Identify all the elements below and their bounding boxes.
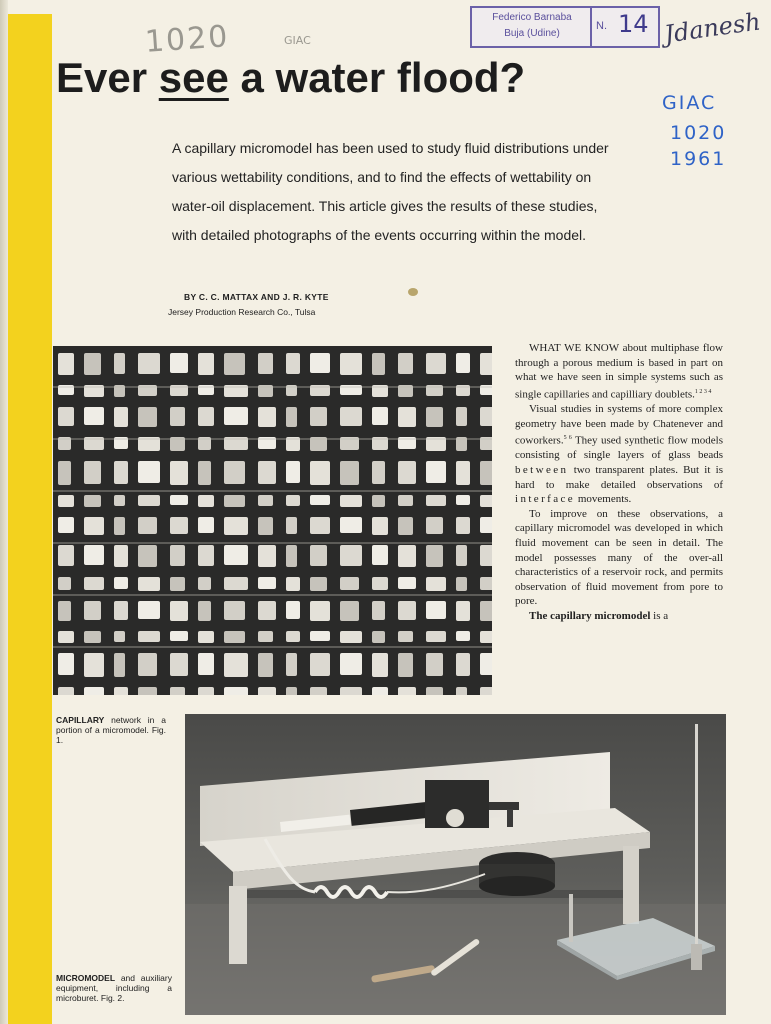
- figure-2-caption: [56, 973, 172, 1003]
- stamp-owner-place: Buja (Udine): [504, 28, 560, 39]
- handwritten-signature: Jdanesh: [662, 7, 763, 49]
- paragraph-2-text-a: Visual studies in systems of more complex geometry have been made by Chatenever and coworkers.: [515, 403, 723, 447]
- paragraph-2-spaced-word-2: interface: [515, 493, 576, 506]
- stamp-number-label: N.: [596, 20, 607, 32]
- body-paragraph-4: [515, 609, 723, 624]
- author-byline: BY C. C. MATTAX AND J. R. KYTE: [184, 292, 329, 302]
- handwritten-giac: GIAC: [662, 92, 717, 114]
- stamp-divider: [590, 8, 592, 46]
- figure-1-caption-lead: CAPILLARY: [56, 715, 105, 725]
- capillary-grid-image: [53, 346, 492, 695]
- reference-marks-1: 1 2 3 4: [694, 388, 712, 395]
- paragraph-1-text: WHAT WE KNOW about multiphase flow through a porous medium is based in part on what we have seen in simple systems such as single capillaries and capilliary doublets.: [515, 342, 723, 401]
- paragraph-2-text-d: movements.: [575, 493, 632, 506]
- figure-1-capillary-network-photo: [53, 346, 492, 695]
- paragraph-4-lead: The capillary micromodel: [529, 610, 651, 622]
- body-paragraph-3: To improve on these observations, a capillary micromodel was developed in which fluid movement can be seen in detail. The model possesses many of the over-all characteristics of a reservoir rock, and permits observation of fluid movement from pore to pore.: [515, 507, 723, 608]
- paragraph-2-text-c: two transparent plates. But it is hard to make detailed observations of: [515, 464, 723, 491]
- article-title: [56, 54, 525, 102]
- yellow-edge-band: [6, 14, 52, 1024]
- figure-2-micromodel-photo: [185, 714, 726, 1015]
- article-abstract: A capillary micromodel has been used to study fluid distributions under various wettability conditions, and to find the effects of wettability on water-oil displacement. This article gives the results of these studies, with detailed photographs of the events occurring within the model.: [172, 140, 609, 243]
- author-affiliation: Jersey Production Research Co., Tulsa: [168, 307, 316, 317]
- paragraph-2-spaced-word: between: [515, 464, 569, 477]
- handwritten-giac-small: GIAC: [284, 34, 311, 47]
- handwritten-archive-number: 1020: [143, 19, 231, 60]
- title-part-2: a water flood?: [228, 54, 526, 101]
- body-paragraph-2: [515, 402, 723, 507]
- micromodel-apparatus-image: [185, 714, 726, 1015]
- stamp-owner-name: Federico Barnaba: [492, 12, 572, 23]
- figure-1-caption-text: network in a portion of a micromodel. Fig. 1.: [56, 715, 166, 745]
- title-part-1: Ever: [56, 54, 159, 101]
- article-body: [515, 341, 723, 624]
- paragraph-4-text: is a: [650, 610, 669, 622]
- body-paragraph-1: [515, 341, 723, 402]
- title-emphasis: see: [158, 54, 229, 101]
- figure-2-caption-lead: MICROMODEL: [56, 973, 116, 983]
- figure-2-caption-text: and auxiliary equipment, including a microburet. Fig. 2.: [56, 973, 172, 1003]
- stamp-number: 14: [618, 10, 649, 38]
- handwritten-year: 1961: [670, 148, 727, 170]
- owner-stamp: [470, 6, 660, 48]
- ink-smudge: [408, 288, 418, 296]
- reference-marks-2: 5 6: [563, 435, 572, 442]
- figure-1-caption: [56, 715, 166, 745]
- paragraph-2-text-b: They used synthetic flow models consisting of single layers of glass beads: [515, 434, 724, 462]
- page-edge-shadow: [0, 0, 8, 1024]
- handwritten-1020: 1020: [670, 122, 727, 144]
